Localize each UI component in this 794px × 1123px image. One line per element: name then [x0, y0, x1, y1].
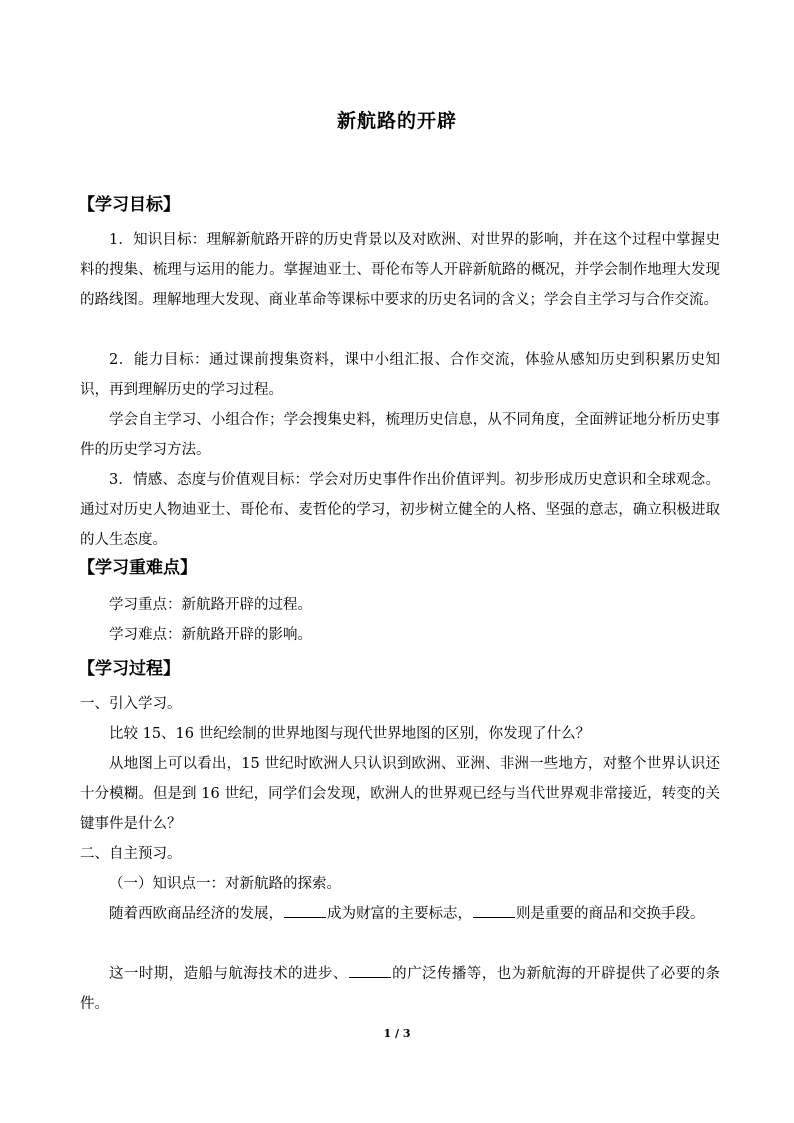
part-preview: 二、自主预习。	[80, 846, 182, 862]
intro-answer: 从地图上可以看出，15 世纪时欧洲人只认识到欧洲、亚洲、非洲一些地方，对整个世界认识还十分模糊。但是到 16 世纪，同学们会发现，欧洲人的世界观已经与当代世界观非常接近，转变的关键事件是什么？	[80, 756, 720, 832]
fill1-text-a: 随着西欧商品经济的发展，	[109, 906, 283, 922]
fill2-text-b: 的广泛传播等，也为新航海的开辟提供了必要的条件。	[80, 966, 721, 1012]
page-title: 新航路的开辟	[336, 110, 457, 132]
fill1-text-c: 则是重要的商品和交换手段。	[516, 906, 705, 922]
intro-question: 比较 15、16 世纪绘制的世界地图与现代世界地图的区别，你发现了什么？	[109, 726, 591, 742]
part-intro: 一、引入学习。	[80, 696, 182, 712]
blank-3[interactable]	[349, 963, 391, 978]
section-heading-keypoints: 【学习重难点】	[78, 558, 197, 578]
goal-method: 学会自主学习、小组合作；学会搜集史料，梳理历史信息，从不同角度，全面辨证地分析历史事件的历史学习方法。	[80, 412, 720, 458]
fill1-text-b: 成为财富的主要标志，	[327, 906, 472, 922]
knowledge-point-1: （一）知识点一：对新航路的探索。	[109, 876, 341, 892]
key-difficulty: 学习难点：新航路开辟的影响。	[109, 627, 312, 643]
fill-in-sentence-1	[80, 899, 720, 929]
key-focus: 学习重点：新航路开辟的过程。	[109, 597, 312, 613]
goal-knowledge: 1．知识目标：理解新航路开辟的历史背景以及对欧洲、对世界的影响，并在这个过程中掌握史料的搜集、梳理与运用的能力。掌握迪亚士、哥伦布等人开辟新航路的概况，并学会制作地理大发现的路线图。理解地理大发现、商业革命等课标中要求的历史名词的含义；学会自主学习与合作交流。	[80, 232, 720, 308]
blank-2[interactable]	[473, 903, 515, 918]
section-heading-goals: 【学习目标】	[78, 195, 180, 215]
fill2-text-a: 这一时期，造船与航海技术的进步、	[109, 966, 348, 982]
goal-ability: 2．能力目标：通过课前搜集资料，课中小组汇报、合作交流，体验从感知历史到积累历史知识，再到理解历史的学习过程。	[80, 352, 720, 398]
page-number: 1 / 3	[383, 1027, 411, 1040]
section-heading-process: 【学习过程】	[78, 659, 180, 679]
blank-1[interactable]	[284, 903, 326, 918]
fill-in-sentence-2	[80, 959, 720, 1019]
goal-values: 3．情感、态度与价值观目标：学会对历史事件作出价值评判。初步形成历史意识和全球观念。通过对历史人物迪亚士、哥伦布、麦哲伦的学习，初步树立健全的人格、坚强的意志，确立积极进取的人生态度。	[80, 472, 720, 548]
